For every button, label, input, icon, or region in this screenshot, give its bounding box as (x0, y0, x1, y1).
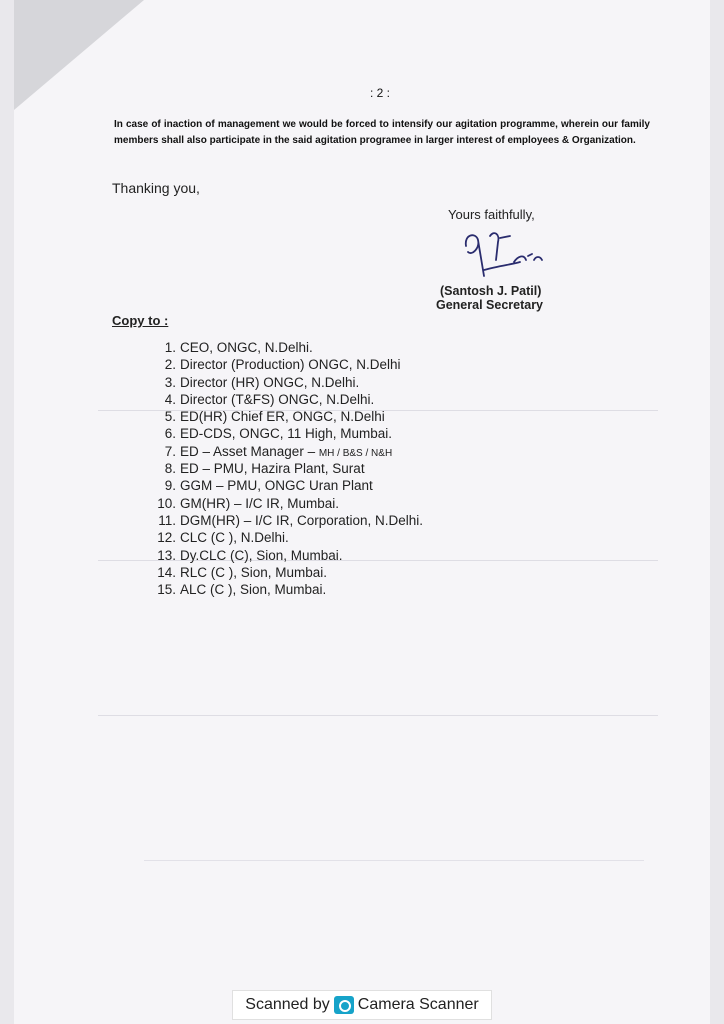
scanner-watermark (232, 990, 492, 1020)
copy-to-item (154, 548, 423, 565)
copy-to-number: 5. (164, 409, 176, 425)
copy-to-recipient: DGM(HR) – I/C IR, Corporation, N.Delhi. (180, 512, 424, 528)
page-number: : 2 : (370, 86, 391, 100)
folded-corner (14, 0, 144, 110)
copy-to-heading: Copy to : (112, 313, 169, 328)
signatory-title: General Secretary (436, 298, 544, 312)
watermark-app-name: Camera Scanner (357, 996, 479, 1013)
signatory-name: (Santosh J. Patil) (440, 284, 542, 298)
copy-to-item (154, 375, 423, 392)
copy-to-recipient: GGM – PMU, ONGC Uran Plant (180, 478, 373, 494)
copy-to-recipient: Dy.CLC (C), Sion, Mumbai. (180, 547, 343, 563)
copy-to-item (154, 444, 423, 461)
copy-to-item (154, 461, 423, 478)
copy-to-item (154, 392, 423, 409)
camera-icon (334, 996, 354, 1014)
copy-to-number: 14. (157, 564, 176, 580)
copy-to-number: 13. (157, 547, 176, 563)
copy-to-item (154, 565, 423, 582)
salutation: Yours faithfully, (448, 207, 535, 222)
copy-to-number: 9. (164, 478, 176, 494)
copy-to-number: 15. (157, 582, 176, 598)
agitation-paragraph: In case of inaction of management we would be forced to intensify our agitation programme, wherein our family members shall also participate in the said agitation programee in larger interest of employees & Organization. (114, 119, 650, 146)
copy-to-item (154, 530, 423, 547)
copy-to-list (154, 340, 423, 599)
copy-to-recipient: CEO, ONGC, N.Delhi. (180, 340, 313, 355)
copy-to-item (154, 582, 423, 599)
copy-to-recipient: ED – Asset Manager – (180, 443, 319, 459)
copy-to-recipient: CLC (C ), N.Delhi. (180, 530, 289, 546)
copy-to-recipient: ED – PMU, Hazira Plant, Surat (180, 461, 365, 477)
closing-line: Thanking you, (112, 180, 200, 196)
copy-to-recipient: Director (Production) ONGC, N.Delhi (180, 357, 401, 373)
watermark-prefix: Scanned by (245, 996, 330, 1013)
copy-to-item (154, 357, 423, 374)
copy-to-item (154, 426, 423, 443)
copy-to-item (154, 478, 423, 495)
handwritten-signature (454, 226, 554, 282)
copy-to-item (154, 409, 423, 426)
copy-to-recipient: GM(HR) – I/C IR, Mumbai. (180, 495, 340, 511)
copy-to-recipient: RLC (C ), Sion, Mumbai. (180, 564, 328, 580)
copy-to-number: 2. (164, 357, 176, 373)
copy-to-number: 6. (164, 426, 176, 442)
copy-to-number: 4. (164, 391, 176, 407)
copy-to-number: 12. (157, 530, 176, 546)
copy-to-number: 10. (157, 495, 176, 511)
copy-to-recipient-detail: MH / B&S / N&H (318, 447, 393, 459)
copy-to-recipient: ALC (C ), Sion, Mumbai. (180, 582, 327, 598)
copy-to-number: 8. (164, 461, 176, 477)
copy-to-item (154, 496, 423, 513)
letter-page (14, 0, 710, 1024)
copy-to-number: 7. (164, 443, 176, 459)
copy-to-number: 3. (164, 374, 176, 390)
copy-to-recipient: Director (HR) ONGC, N.Delhi. (180, 374, 360, 390)
copy-to-item (154, 340, 423, 357)
copy-to-item (154, 513, 423, 530)
copy-to-number: 1. (164, 340, 176, 355)
copy-to-recipient: ED(HR) Chief ER, ONGC, N.Delhi (180, 409, 385, 425)
copy-to-number: 11. (158, 512, 176, 528)
copy-to-recipient: Director (T&FS) ONGC, N.Delhi. (180, 391, 375, 407)
copy-to-recipient: ED-CDS, ONGC, 11 High, Mumbai. (180, 426, 393, 442)
